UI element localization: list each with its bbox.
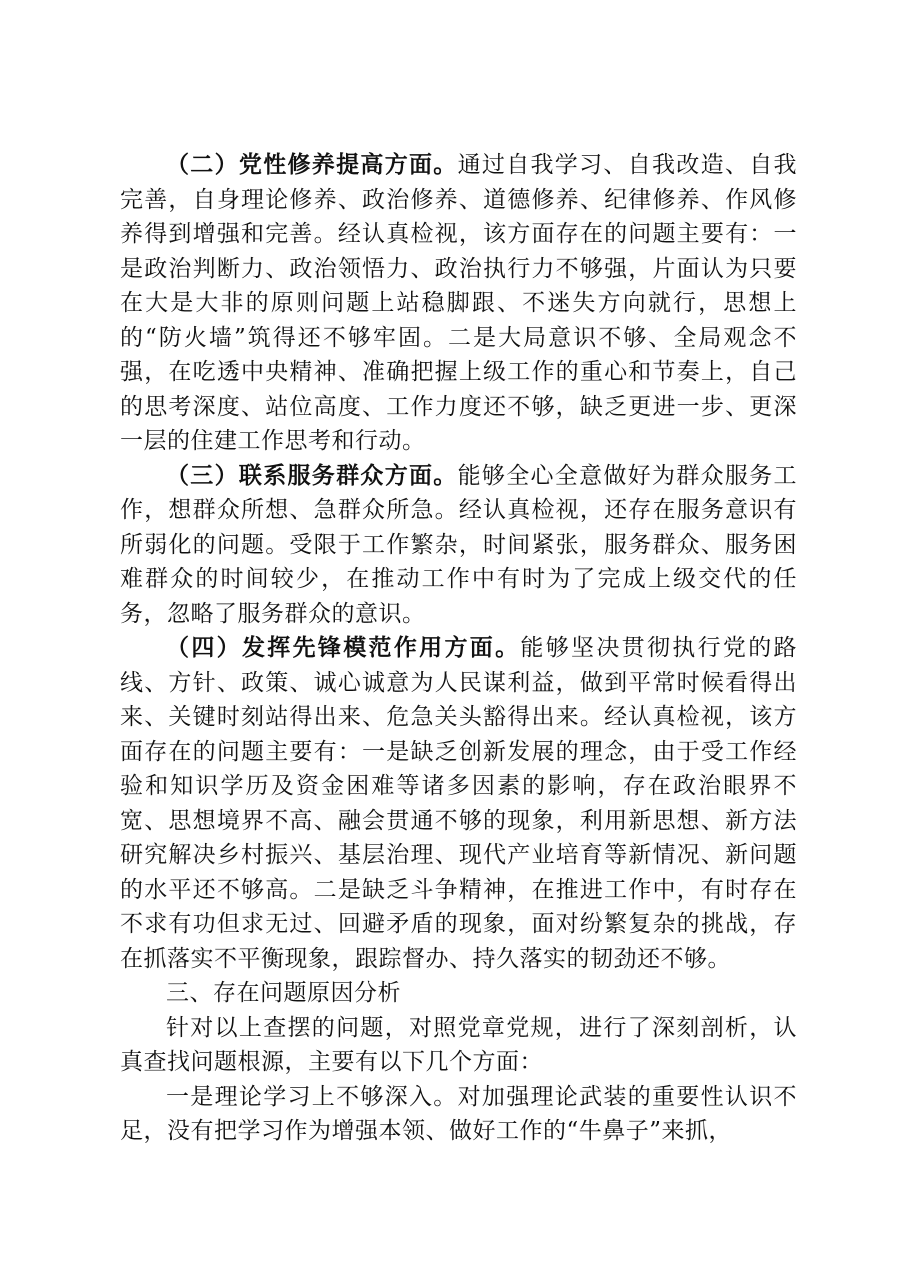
paragraph-lead: （二）党性修养提高方面。 bbox=[166, 152, 458, 178]
paragraph-party-spirit bbox=[120, 148, 797, 459]
paragraph-lead: （四）发挥先锋模范作用方面。 bbox=[166, 635, 521, 661]
paragraph-text: 通过自我学习、自我改造、自我完善，自身理论修养、政治修养、道德修养、纪律修养、作风修养得到增强和完善。经认真检视，该方面存在的问题主要有：一是政治判断力、政治领悟力、政治执行力不够强，片面认为只要在大是大非的原则问题上站稳脚跟、不迷失方向就行，思想上的“防火墙”筑得还不够牢固。二是大局意识不够、全局观念不强，在吃透中央精神、准确把握上级工作的重心和节奏上，自己的思考深度、站位高度、工作力度还不够，缺乏更进一步、更深一层的住建工作思考和行动。 bbox=[120, 152, 798, 454]
section-heading: 三、存在问题原因分析 bbox=[166, 980, 401, 1006]
paragraph-serve-masses bbox=[120, 459, 797, 632]
paragraph-text: 能够全心全意做好为群众服务工作，想群众所想、急群众所急。经认真检视，还存在服务意识有所弱化的问题。受限于工作繁杂，时间紧张，服务群众、服务困难群众的时间较少，在推动工作中有时为了完成上级交代的任务，忽略了服务群众的意识。 bbox=[120, 462, 798, 627]
paragraph-vanguard-role bbox=[120, 631, 797, 976]
paragraph-lead: （三）联系服务群众方面。 bbox=[166, 462, 458, 489]
analysis-point-1: 一是理论学习上不够深入。对加强理论武装的重要性认识不足，没有把学习作为增强本领、做好工作的“牛鼻子”来抓， bbox=[120, 1083, 797, 1144]
paragraph-text: 能够坚决贯彻执行党的路线、方针、政策、诚心诚意为人民谋利益，做到平常时候看得出来、关键时刻站得出来、危急关头豁得出来。经认真检视，该方面存在的问题主要有：一是缺乏创新发展的理念，由于受工作经验和知识学历及资金困难等诸多因素的影响，存在政治眼界不宽、思想境界不高、融会贯通不够的现象，利用新思想、新方法研究解决乡村振兴、基层治理、现代产业培育等新情况、新问题的水平还不够高。二是缺乏斗争精神，在推进工作中，有时存在不求有功但求无过、回避矛盾的现象，面对纷繁复杂的挑战，存在抓落实不平衡现象，跟踪督办、持久落实的韧劲还不够。 bbox=[120, 635, 797, 972]
analysis-intro: 针对以上查摆的问题，对照党章党规，进行了深刻剖析，认真查找问题根源，主要有以下几个方面： bbox=[120, 1014, 797, 1075]
